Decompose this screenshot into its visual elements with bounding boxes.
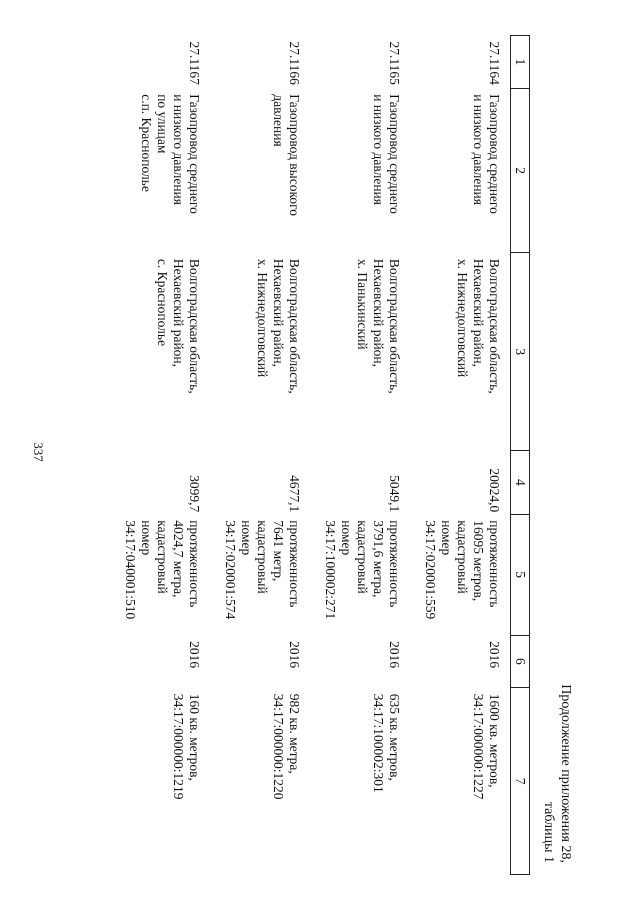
object-name: Газопровод среднего и низкого давления	[371, 94, 402, 214]
column-number-header	[511, 36, 530, 875]
continuation-caption	[540, 563, 574, 863]
table-row	[210, 36, 310, 875]
continuation-line-2: таблицы 1	[541, 801, 556, 863]
table-row	[310, 36, 410, 875]
object-year: 2016	[487, 641, 502, 669]
object-characteristics: протяженность 7641 метр, кадастровый номер 34:17:020001:574	[223, 520, 302, 620]
page-number: 337	[31, 442, 46, 462]
object-location: Волгоградская область, Нехаевский район, х. Панькинский	[355, 258, 402, 394]
continuation-line-1: Продолжение приложения 28,	[558, 684, 573, 863]
object-name: Газопровод среднего и низкого давления по улицам с.п. Краснополье	[139, 94, 202, 214]
object-location: Волгоградская область, Нехаевский район, х. Нижнедолговский	[455, 258, 502, 394]
land-plot: 1600 кв. метров, 34:17:000000:1227	[471, 693, 502, 800]
object-name: Газопровод среднего и низкого давления	[471, 94, 502, 214]
object-characteristics: протяженность 3791,6 метра, кадастровый номер 34:17:100002:271	[323, 520, 402, 620]
column-header: 6	[511, 635, 530, 688]
row-id: 27.1165	[387, 41, 402, 85]
land-plot: 635 кв. метров, 34:17:100002:301	[371, 693, 402, 793]
rotated-table-sheet	[60, 35, 580, 875]
object-value: 4677,1	[287, 475, 302, 513]
object-year: 2016	[387, 641, 402, 669]
table-row	[110, 36, 210, 875]
row-id: 27.1164	[487, 41, 502, 85]
table-row	[410, 36, 511, 875]
land-plot: 982 кв. метра, 34:17:000000:1220	[271, 693, 302, 800]
object-location: Волгоградская область, Нехаевский район, с. Краснополье	[155, 258, 202, 394]
column-header: 5	[511, 514, 530, 635]
column-header: 1	[511, 36, 530, 89]
column-header: 7	[511, 688, 530, 875]
object-value: 20024,0	[487, 468, 502, 513]
object-characteristics: протяженность 4024,7 метра, кадастровый номер 34:17:040001:510	[123, 520, 202, 620]
row-id: 27.1166	[287, 41, 302, 85]
land-plot: 160 кв. метров, 34:17:000000:1219	[171, 693, 202, 800]
object-characteristics: протяженность 16095 метров, кадастровый номер 34:17:020001:559	[423, 520, 502, 620]
property-register-table	[110, 35, 530, 875]
object-year: 2016	[287, 641, 302, 669]
object-value: 3099,7	[187, 475, 202, 513]
column-header: 3	[511, 253, 530, 451]
object-location: Волгоградская область, Нехаевский район, х. Нижнедолговский	[255, 258, 302, 394]
object-name: Газопровод высокого давления	[271, 94, 302, 217]
column-header: 2	[511, 88, 530, 253]
object-year: 2016	[187, 641, 202, 669]
object-value: 5049,1	[387, 475, 402, 513]
row-id: 27.1167	[187, 41, 202, 85]
column-header: 4	[511, 451, 530, 515]
